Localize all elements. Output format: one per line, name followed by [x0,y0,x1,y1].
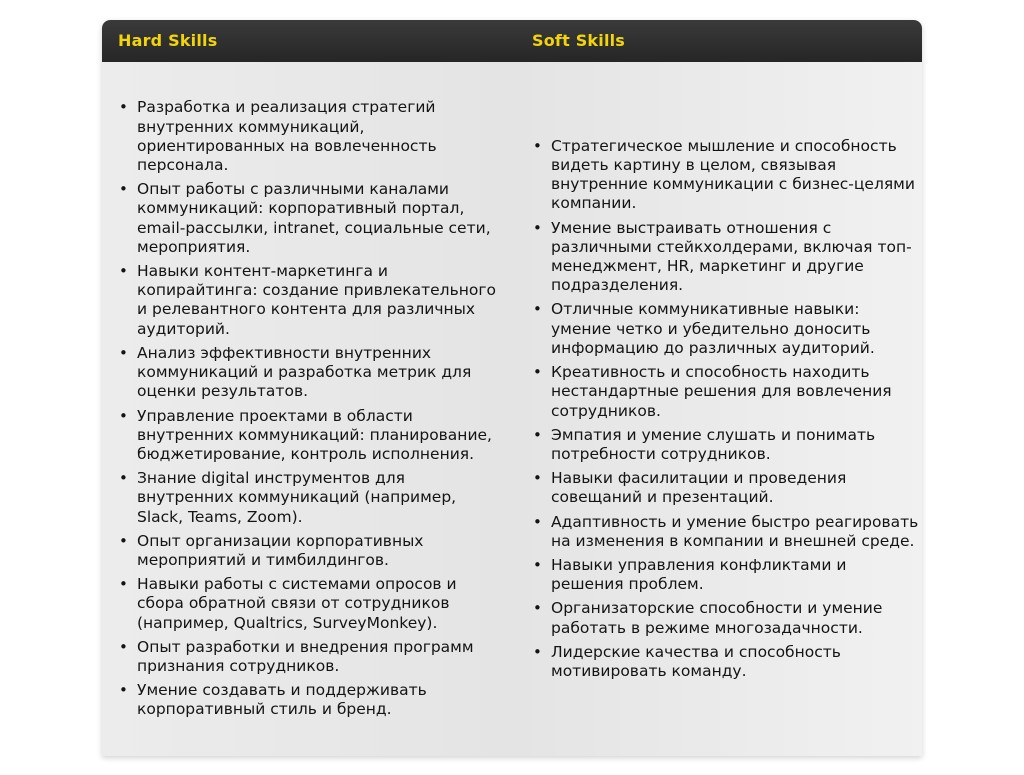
soft-skill-text: Лидерские качества и способность мотивировать команду. [551,642,841,680]
list-item [516,513,922,551]
soft-skill-text: Эмпатия и умение слушать и понимать потребности сотрудников. [551,425,876,463]
list-item [516,469,922,507]
hard-skill-text: Управление проектами в области внутренних коммуникаций: планирование, бюджетирование, контроль исполнения. [137,406,492,463]
list-item [102,262,502,339]
soft-skill-text: Стратегическое мышление и способность видеть картину в целом, связывая внутренние коммуникации с бизнес-целями компании. [551,136,915,213]
list-item [516,643,922,681]
list-item [102,180,502,257]
list-item [102,638,502,676]
list-item [102,681,502,719]
bullet-icon: • [533,300,542,319]
list-item [516,426,922,464]
bullet-icon: • [533,555,542,574]
hard-skill-text: Знание digital инструментов для внутренних коммуникаций (например, Slack, Teams, Zoom). [137,469,457,526]
soft-skill-text: Умение выстраивать отношения с различными стейкхолдерами, включая топ-менеджмент, HR, маркетинг и другие подразделения. [551,218,912,295]
list-item [516,300,922,358]
list-item [102,98,502,175]
bullet-icon: • [533,469,542,488]
bullet-icon: • [119,180,128,199]
list-item [102,532,502,570]
soft-skills-header: Soft Skills [532,31,626,50]
list-item [102,575,502,633]
bullet-icon: • [119,406,128,425]
bullet-icon: • [533,363,542,382]
hard-skill-text: Умение создавать и поддерживать корпоративный стиль и бренд. [137,681,427,719]
hard-skills-list [102,98,502,719]
bullet-icon: • [119,531,128,550]
bullet-icon: • [119,98,128,117]
bullet-icon: • [119,575,128,594]
hard-skill-text: Навыки контент-маркетинга и копирайтинга: создание привлекательного и релевантного контента для различных аудиторий. [137,262,496,338]
hard-skill-text: Опыт работы с различными каналами коммуникаций: корпоративный портал, email-рассылки, intranet, социальные сети, мероприятия. [137,180,491,256]
bullet-icon: • [533,599,542,618]
list-item [102,407,502,465]
hard-skill-text: Опыт разработки и внедрения программ признания сотрудников. [137,637,474,675]
soft-skills-column [516,62,922,756]
bullet-icon: • [533,642,542,661]
bullet-icon: • [533,425,542,444]
list-item [102,469,502,527]
soft-skill-text: Организаторские способности и умение работать в режиме многозадачности. [551,599,883,637]
hard-skills-column [102,62,502,756]
bullet-icon: • [119,681,128,700]
soft-skill-text: Навыки фасилитации и проведения совещаний и презентаций. [551,469,847,507]
list-item [516,363,922,421]
hard-skill-text: Разработка и реализация стратегий внутренних коммуникаций, ориентированных на вовлеченность персонала. [137,98,437,175]
bullet-icon: • [533,512,542,531]
bullet-icon: • [533,136,542,155]
bullet-icon: • [119,637,128,656]
bullet-icon: • [119,262,128,281]
list-item [516,137,922,214]
skills-table [102,20,922,756]
list-item [516,219,922,296]
soft-skill-text: Креативность и способность находить нестандартные решения для вовлечения сотрудников. [551,363,892,420]
hard-skill-text: Анализ эффективности внутренних коммуникаций и разработка метрик для оценки результатов. [137,343,472,401]
bullet-icon: • [119,343,128,362]
hard-skill-text: Навыки работы с системами опросов и сбора обратной связи от сотрудников (например, Qualtrics, SurveyMonkey). [137,575,457,632]
list-item [516,556,922,594]
list-item [516,599,922,637]
soft-skill-text: Навыки управления конфликтами и решения проблем. [551,555,847,594]
list-item [102,344,502,402]
soft-skills-list [516,137,922,681]
bullet-icon: • [533,218,542,237]
hard-skills-header: Hard Skills [118,31,218,50]
soft-skill-text: Отличные коммуникативные навыки: умение четко и убедительно доносить информацию до различных аудиторий. [551,300,875,357]
table-header [102,20,922,62]
soft-skill-text: Адаптивность и умение быстро реагировать на изменения в компании и внешней среде. [551,512,919,550]
bullet-icon: • [119,469,128,488]
hard-skill-text: Опыт организации корпоративных мероприятий и тимбилдингов. [137,531,424,569]
